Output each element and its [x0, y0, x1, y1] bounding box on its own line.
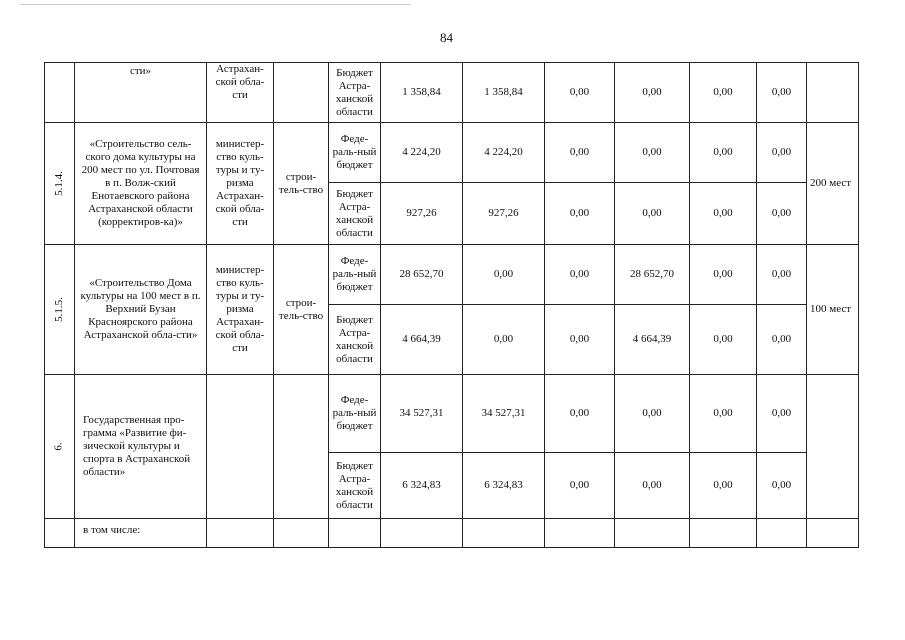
- value-cell: 1 358,84: [463, 63, 545, 123]
- item-number-cell: [45, 123, 75, 245]
- value-cell: 28 652,70: [381, 245, 463, 305]
- table-row: [45, 123, 859, 183]
- value-cell: 0,00: [545, 245, 615, 305]
- item-number-cell: [45, 63, 75, 123]
- value-cell: 0,00: [615, 375, 690, 453]
- value-cell: 6 324,83: [463, 453, 545, 519]
- empty-cell: [381, 519, 463, 548]
- value-cell: 4 664,39: [615, 305, 690, 375]
- funding-source: Бюджет Астра-ханской области: [329, 183, 381, 245]
- result-cell: [807, 63, 859, 123]
- item-number-cell: [45, 375, 75, 519]
- item-name: Государственная про-грамма «Развитие фи-зической культуры и спорта в Астраханской области»: [75, 375, 207, 519]
- value-cell: 0,00: [757, 245, 807, 305]
- value-cell: 0,00: [690, 123, 757, 183]
- value-cell: 0,00: [615, 123, 690, 183]
- item-name: «Строительство Дома культуры на 100 мест в п. Верхний Бузан Красноярского района Астраханской обла-сти»: [75, 245, 207, 375]
- funding-source: Бюджет Астра-ханской области: [329, 63, 381, 123]
- value-cell: 0,00: [690, 305, 757, 375]
- value-cell: 4 224,20: [381, 123, 463, 183]
- empty-cell: [807, 519, 859, 548]
- value-cell: 927,26: [463, 183, 545, 245]
- value-cell: 34 527,31: [463, 375, 545, 453]
- value-cell: 0,00: [690, 183, 757, 245]
- value-cell: 4 664,39: [381, 305, 463, 375]
- item-number: 5.1.4.: [53, 171, 65, 196]
- result-cell: 100 мест: [807, 245, 859, 375]
- page-number: 84: [440, 30, 453, 45]
- value-cell: 0,00: [690, 375, 757, 453]
- value-cell: 0,00: [757, 183, 807, 245]
- value-cell: 0,00: [463, 305, 545, 375]
- value-cell: 0,00: [757, 375, 807, 453]
- budget-table: [44, 62, 859, 548]
- value-cell: 0,00: [545, 375, 615, 453]
- direction: строи-тель-ство: [274, 245, 329, 375]
- value-cell: 0,00: [757, 63, 807, 123]
- empty-cell: [545, 519, 615, 548]
- table-row: [45, 245, 859, 305]
- direction: [274, 63, 329, 123]
- including-label: в том числе:: [75, 519, 207, 548]
- empty-cell: [329, 519, 381, 548]
- executor: [207, 375, 274, 519]
- value-cell: 1 358,84: [381, 63, 463, 123]
- value-cell: 0,00: [690, 63, 757, 123]
- funding-source: Бюджет Астра-ханской области: [329, 305, 381, 375]
- empty-cell: [615, 519, 690, 548]
- value-cell: 34 527,31: [381, 375, 463, 453]
- executor: министер-ство куль-туры и ту-ризма Астрахан-ской обла-сти: [207, 123, 274, 245]
- item-name: «Строительство сель-ского дома культуры на 200 мест по ул. Почтовая в п. Волж-ский Енотаевского района Астраханской области (корректиров-ка)»: [75, 123, 207, 245]
- value-cell: 0,00: [545, 305, 615, 375]
- empty-cell: [207, 519, 274, 548]
- funding-source: Феде-раль-ный бюджет: [329, 123, 381, 183]
- value-cell: 4 224,20: [463, 123, 545, 183]
- value-cell: 28 652,70: [615, 245, 690, 305]
- funding-source: Феде-раль-ный бюджет: [329, 375, 381, 453]
- table-row: [45, 63, 859, 123]
- executor: Астрахан-ской обла-сти: [207, 63, 274, 123]
- result-cell: [807, 375, 859, 519]
- value-cell: 0,00: [615, 183, 690, 245]
- empty-cell: [274, 519, 329, 548]
- value-cell: 0,00: [545, 183, 615, 245]
- value-cell: 0,00: [463, 245, 545, 305]
- value-cell: 0,00: [615, 453, 690, 519]
- value-cell: 0,00: [545, 123, 615, 183]
- funding-source: Бюджет Астра-ханской области: [329, 453, 381, 519]
- value-cell: 927,26: [381, 183, 463, 245]
- result-cell: 200 мест: [807, 123, 859, 245]
- value-cell: 0,00: [545, 453, 615, 519]
- value-cell: 6 324,83: [381, 453, 463, 519]
- funding-source: Феде-раль-ный бюджет: [329, 245, 381, 305]
- direction: строи-тель-ство: [274, 123, 329, 245]
- value-cell: 0,00: [690, 453, 757, 519]
- table-row: [45, 519, 859, 548]
- direction: [274, 375, 329, 519]
- value-cell: 0,00: [615, 63, 690, 123]
- executor: министер-ство куль-туры и ту-ризма Астрахан-ской обла-сти: [207, 245, 274, 375]
- item-name: сти»: [75, 63, 207, 123]
- table-row: [45, 375, 859, 453]
- top-rule: [20, 4, 410, 5]
- empty-cell: [463, 519, 545, 548]
- empty-cell: [690, 519, 757, 548]
- item-number: 5.1.5.: [53, 297, 65, 322]
- value-cell: 0,00: [757, 453, 807, 519]
- value-cell: 0,00: [690, 245, 757, 305]
- value-cell: 0,00: [757, 123, 807, 183]
- item-number-cell: [45, 245, 75, 375]
- value-cell: 0,00: [757, 305, 807, 375]
- value-cell: 0,00: [545, 63, 615, 123]
- empty-cell: [757, 519, 807, 548]
- item-number-cell: [45, 519, 75, 548]
- item-number: 6.: [53, 442, 65, 451]
